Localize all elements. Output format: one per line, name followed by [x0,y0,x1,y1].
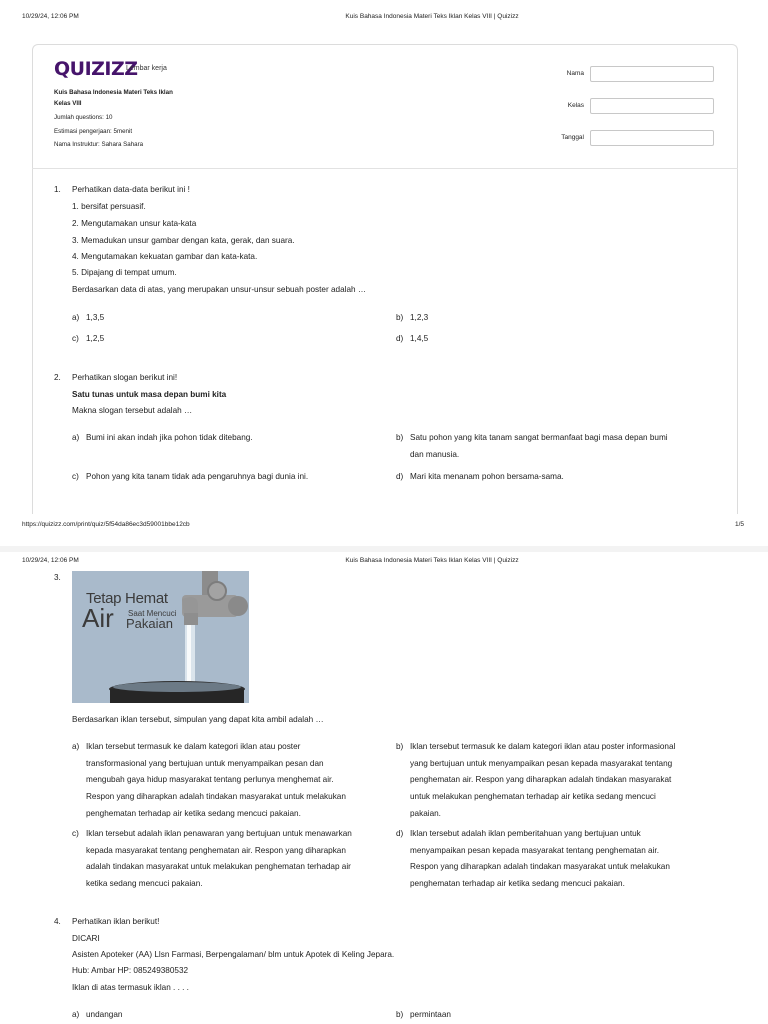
option-text: untuk melakukan penghematan terhadap air ketika sedang mencuci [410,792,656,802]
name-label: Nama [566,70,584,77]
worksheet-subtitle: Lembar kerja [126,65,167,72]
option-text: Respon yang diharapkan adalah tindakan masyarakat untuk melakukan [410,862,670,872]
ad-contact: Hub: Ambar HP: 085249380532 [72,966,189,975]
option-key: b) [396,742,404,751]
question-text: 2. Mengutamakan unsur kata-kata [72,219,197,228]
option-text: kepada masyarakat tentang penghematan air. Respon yang diharapkan [86,845,346,855]
option-text: menyampaikan pesan kepada masyarakat tentang penghematan air. [410,845,659,855]
option-text: undangan [86,1010,123,1019]
date-field[interactable] [590,130,714,146]
option-key: b) [396,1010,404,1019]
option-text: ketika sedang mencuci pakaian. [86,879,203,889]
option-key: c) [72,334,79,343]
option-key: a) [72,742,80,751]
question-count: Jumlah questions: 10 [54,114,113,121]
option-text: yang bertujuan untuk menyampaikan pesan kepada masyarakat tentang [410,758,673,768]
option-text: 1,2,5 [86,334,105,343]
option-text: Iklan tersebut termasuk ke dalam kategori iklan atau poster informasional [410,742,676,751]
question-text: Berdasarkan iklan tersebut, simpulan yang dapat kita ambil adalah … [72,715,324,724]
print-title: Kuis Bahasa Indonesia Materi Teks Iklan Kelas VIII | Quizizz [345,13,519,20]
option-text: Iklan tersebut termasuk ke dalam kategori iklan atau poster [86,742,301,751]
option-text: penghematan terhadap air ketika sedang mencuci pakaian. [86,808,301,818]
poster-air: Air [82,603,114,633]
option-key: a) [72,433,80,442]
print-datetime: 10/29/24, 12:06 PM [22,557,79,564]
question-text: Perhatikan data-data berikut ini ! [72,185,190,194]
question-text: Perhatikan slogan berikut ini! [72,373,178,382]
option-text: Pohon yang kita tanam tidak ada pengaruhnya bagi dunia ini. [86,472,309,481]
option-text: 1,3,5 [86,313,105,322]
name-field[interactable] [590,66,714,82]
question-text: Makna slogan tersebut adalah … [72,406,193,415]
class-label: Kelas [567,102,584,109]
option-key: d) [396,334,404,343]
instructor: Nama Instruktur: Sahara Sahara [54,141,144,148]
question-text: 3. Memadukan unsur gambar dengan kata, gerak, dan suara. [72,236,295,245]
class-field[interactable] [590,98,714,114]
slogan-text: Satu tunas untuk masa depan bumi kita [72,390,227,399]
option-text: transformasional yang bertujuan untuk menyampaikan pesan dan [86,758,324,768]
option-text: penghematan air. Respon yang diharapkan adalah tindakan masyarakat [410,775,672,785]
date-label: Tanggal [561,134,584,141]
option-text: Mari kita menanam pohon bersama-sama. [410,472,564,481]
option-text: dan manusia. [410,449,460,459]
question-number: 2. [54,373,61,382]
option-text: Iklan tersebut adalah iklan pemberitahuan yang bertujuan untuk [410,829,641,838]
poster-pakaian: Pakaian [126,616,173,631]
question-text: Berdasarkan data di atas, yang merupakan unsur-unsur sebuah poster adalah … [72,285,367,294]
option-text: mengubah gaya hidup masyarakat tentang perlunya menghemat air. [86,775,334,785]
option-text: 1,2,3 [410,313,429,322]
quizizz-logo: QUIZIZZ [54,58,138,80]
print-url: https://quizizz.com/print/quiz/5f54da86ec3d59001bbe12cb [22,521,190,528]
print-title: Kuis Bahasa Indonesia Materi Teks Iklan Kelas VIII | Quizizz [345,557,519,564]
option-text: 1,4,5 [410,334,429,343]
quiz-title: Kuis Bahasa Indonesia Materi Teks Iklan [54,89,173,96]
page-number: 1/5 [735,521,745,528]
option-key: d) [396,472,404,481]
option-key: b) [396,433,404,442]
question-text: 5. Dipajang di tempat umum. [72,268,177,277]
divider [32,168,738,169]
quiz-class: Kelas VIII [54,100,82,107]
option-text: Satu pohon yang kita tanam sangat bermanfaat bagi masa depan bumi [410,433,668,442]
duration: Estimasi pengerjaan: 5menit [54,128,133,135]
print-datetime: 10/29/24, 12:06 PM [22,13,79,20]
question-text: Iklan di atas termasuk iklan . . . . [72,983,189,992]
option-key: a) [72,1010,80,1019]
option-text: adalah tindakan masyarakat untuk melakukan penghematan terhadap air [86,862,351,872]
poster-headline: Tetap Hemat [86,590,168,607]
question-text: 4. Mengutamakan kekuatan gambar dan kata-kata. [72,252,258,261]
poster-small: Saat Mencuci [128,609,177,618]
answer-option[interactable] [396,430,726,464]
option-text: penghematan terhadap air ketika sedang mencuci pakaian. [410,879,625,889]
option-key: d) [396,829,404,838]
question-number: 1. [54,185,61,194]
option-key: c) [72,472,79,481]
hemat-air-poster-image [72,571,249,703]
question-text: Perhatikan iklan berikut! [72,917,160,926]
question-number: 4. [54,917,61,926]
option-text: permintaan [410,1010,451,1019]
question-text: 1. bersifat persuasif. [72,202,146,211]
question-number: 3. [54,573,61,582]
option-key: c) [72,829,79,838]
ad-heading: DICARI [72,934,100,943]
option-text: Bumi ini akan indah jika pohon tidak ditebang. [86,433,253,442]
option-text: Respon yang diharapkan adalah tindakan masyarakat untuk melakukan [86,792,346,802]
page-break [0,546,768,552]
option-key: b) [396,313,404,322]
option-text: Iklan tersebut adalah iklan penawaran yang bertujuan untuk menawarkan [86,829,352,838]
option-key: a) [72,313,80,322]
ad-text: Asisten Apoteker (AA) Llsn Farmasi, Berpengalaman/ blm untuk Apotek di Keling Jepara. [72,950,395,959]
option-text: pakaian. [410,808,441,818]
